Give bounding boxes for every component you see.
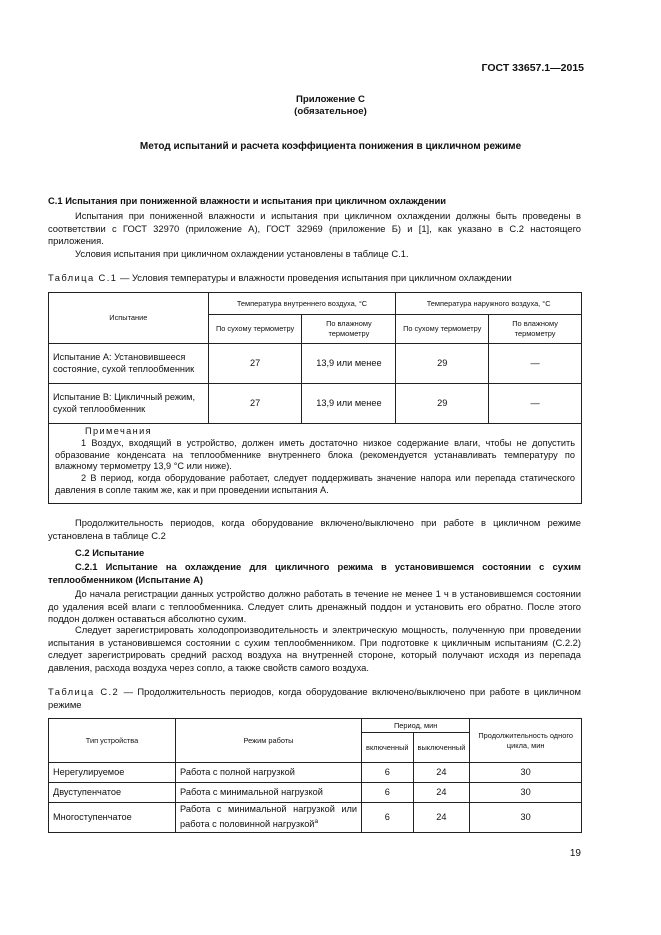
table-row	[49, 344, 582, 384]
table-row	[49, 803, 582, 833]
section-c21-heading: С.2.1 Испытание на охлаждение для цикличного режима в установившемся состоянии с сухим теплообменником (Испытание А)	[48, 561, 581, 585]
table-c1-cell: 29	[396, 384, 489, 424]
table-c2-mode: Работа с минимальной нагрузкой	[176, 783, 362, 803]
table-c1-test-name: Испытание В: Цикличный режим, сухой теплообменник	[49, 384, 209, 424]
table-c2-type: Нерегулируемое	[49, 763, 176, 783]
table-c2-header-off: выключенный	[413, 733, 470, 763]
table-c2-header-period: Период, мин	[362, 719, 470, 733]
table-c2-caption: Таблица С.2 — Продолжительность периодов, когда оборудование включено/выключено при работе в цикличном режиме	[48, 686, 581, 710]
notes-title: Примечания	[85, 426, 153, 436]
table-c2-cell: 6	[362, 783, 414, 803]
table-c1-cell: 13,9 или менее	[302, 344, 396, 384]
table-c2-cell: 24	[413, 783, 470, 803]
table-c2-cell: 30	[470, 783, 582, 803]
table-c2-cell: 24	[413, 763, 470, 783]
table-c2-cell: 6	[362, 763, 414, 783]
annex-title: Приложение С	[296, 94, 365, 105]
section-c1-paragraph-1: Испытания при пониженной влажности и испытания при цикличном охлаждении должны быть проведены в соответствии с ГОСТ 32970 (приложение А), ГОСТ 32969 (приложение Б) и [1], как указано в С.2 настоящего приложения.	[48, 210, 581, 247]
table-c2-mode: Работа с полной нагрузкой	[176, 763, 362, 783]
table-c2-cell: 30	[470, 763, 582, 783]
table-row	[49, 783, 582, 803]
table-c1-cell: 27	[208, 384, 302, 424]
table-c1-header-outdoor-wet: По влажному термометру	[489, 315, 582, 344]
standard-number: ГОСТ 33657.1—2015	[481, 62, 584, 74]
note-2: 2 В период, когда оборудование работает, следует поддерживать значение напора или перепада статического давления в сопле таким же, как и при проведении испытания А.	[55, 473, 575, 495]
note-1: 1 Воздух, входящий в устройство, должен иметь достаточно низкое содержание влаги, чтобы не допустить образование конденсата на теплообменнике внутреннего блока (рекомендуется устанавливать температуру по влажному термометру 13,9 °С или ниже).	[55, 437, 575, 472]
table-c2-cell: 6	[362, 803, 414, 833]
table-c2-cell: 24	[413, 803, 470, 833]
table-c2	[48, 718, 582, 833]
footnote-marker: a	[314, 817, 319, 825]
table-c2-cell: 30	[470, 803, 582, 833]
annex-heading	[48, 94, 613, 118]
table-c1-header-test: Испытание	[49, 293, 209, 344]
table-c1-cell: —	[489, 384, 582, 424]
section-c1-paragraph-2: Условия испытания при цикличном охлаждении установлены в таблице С.1.	[75, 248, 409, 259]
section-c21-paragraph-1: До начала регистрации данных устройство должно работать в течение не менее 1 ч в установившемся состоянии до удаления всей влаги с теплообменника. Следует слить дренажный поддон и установить его обратно. После этого поддон должен оставаться абсолютно сухим.	[48, 588, 581, 625]
table-row	[49, 763, 582, 783]
table-c1-header-indoor: Температура внутреннего воздуха, °С	[208, 293, 396, 315]
duration-paragraph: Продолжительность периодов, когда оборудование включено/выключено при работе в цикличном режиме установлена в таблице С.2	[48, 517, 581, 541]
section-c2-heading: С.2 Испытание	[75, 547, 145, 558]
table-c1-notes	[49, 424, 582, 504]
table-row	[49, 384, 582, 424]
table-c1-test-name: Испытание А: Установившееся состояние, сухой теплообменник	[49, 344, 209, 384]
table-c2-header-type: Тип устройства	[49, 719, 176, 763]
annex-status: (обязательное)	[294, 106, 367, 117]
table-c1-header-outdoor-dry: По сухому термометру	[396, 315, 489, 344]
table-c2-header-cycle: Продолжительность одного цикла, мин	[470, 719, 582, 763]
table-c2-header-on: включенный	[362, 733, 414, 763]
table-c1-caption: Таблица С.1 — Условия температуры и влажности проведения испытания при цикличном охлаждении	[48, 272, 512, 283]
table-c1-header-indoor-dry: По сухому термометру	[208, 315, 302, 344]
table-c1	[48, 292, 582, 504]
table-c1-cell: —	[489, 344, 582, 384]
table-c1-cell: 27	[208, 344, 302, 384]
table-c2-type: Многоступенчатое	[49, 803, 176, 833]
table-c1-cell: 13,9 или менее	[302, 384, 396, 424]
table-c2-type: Двуступенчатое	[49, 783, 176, 803]
section-c1-heading: С.1 Испытания при пониженной влажности и испытания при цикличном охлаждении	[48, 195, 446, 206]
document-title: Метод испытаний и расчета коэффициента понижения в цикличном режиме	[139, 141, 522, 152]
page-number: 19	[569, 848, 581, 859]
table-c1-header-outdoor: Температура наружного воздуха, °С	[396, 293, 582, 315]
table-c1-cell: 29	[396, 344, 489, 384]
table-c2-mode: Работа с минимальной нагрузкой или работа с половинной нагрузкой$^a$	[176, 803, 362, 833]
table-c2-header-mode: Режим работы	[176, 719, 362, 763]
section-c21-paragraph-2: Следует зарегистрировать холодопроизводительность и электрическую мощность, полученную при проведении испытания в установившемся состоянии с сухим теплообменником. При подготовке к цикличным испытаниям (С.2.2) следует зарегистрировать средний расход воздуха на внутренней стороне, который получают исходя из перепада давления, расхода воздуха через сопло, а также свойств самого воздуха.	[48, 624, 581, 673]
table-c1-header-indoor-wet: По влажному термометру	[302, 315, 396, 344]
